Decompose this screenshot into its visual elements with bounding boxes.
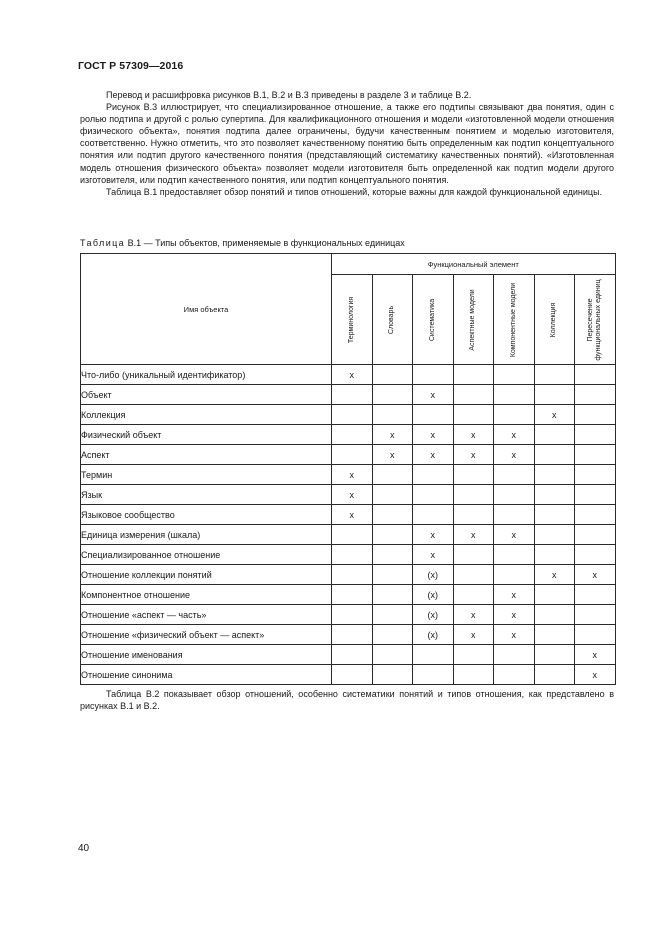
mark-cell [372, 645, 413, 665]
table-row [81, 585, 616, 605]
mark-cell [494, 405, 535, 425]
mark-cell [453, 465, 494, 485]
table-row [81, 525, 616, 545]
mark-cell [534, 585, 575, 605]
mark-cell [372, 405, 413, 425]
paragraph: Перевод и расшифровка рисунков В.1, В.2 и В.3 приведены в разделе 3 и таблице В.2. [106, 90, 472, 100]
mark-cell: x [413, 525, 454, 545]
column-header [575, 275, 616, 365]
mark-cell [575, 405, 616, 425]
mark-cell: (x) [413, 565, 454, 585]
mark-cell [332, 525, 373, 545]
mark-cell [453, 405, 494, 425]
object-name-header: Имя объекта [81, 254, 332, 365]
mark-cell [332, 385, 373, 405]
mark-cell [534, 385, 575, 405]
mark-cell [575, 585, 616, 605]
mark-cell: x [453, 525, 494, 545]
mark-cell [372, 605, 413, 625]
mark-cell [413, 465, 454, 485]
mark-cell: x [332, 365, 373, 385]
mark-cell [575, 625, 616, 645]
mark-cell [413, 405, 454, 425]
table-row [81, 365, 616, 385]
column-header-label: Компонентные модели [509, 282, 517, 357]
mark-cell: x [575, 565, 616, 585]
mark-cell [372, 545, 413, 565]
mark-cell [332, 445, 373, 465]
table-row [81, 505, 616, 525]
mark-cell: x [534, 565, 575, 585]
mark-cell [332, 425, 373, 445]
object-name-cell: Коллекция [81, 405, 332, 425]
mark-cell [494, 565, 535, 585]
mark-cell [372, 625, 413, 645]
object-name-cell: Физический объект [81, 425, 332, 445]
column-header [453, 275, 494, 365]
mark-cell [575, 465, 616, 485]
mark-cell: x [413, 425, 454, 445]
object-name-cell: Отношение синонима [81, 665, 332, 685]
mark-cell: x [372, 445, 413, 465]
object-name-cell: Что-либо (уникальный идентификатор) [81, 365, 332, 385]
object-name-cell: Термин [81, 465, 332, 485]
column-header-label: Пересечение функциональных единиц [586, 278, 602, 361]
mark-cell: x [372, 425, 413, 445]
mark-cell: x [413, 385, 454, 405]
mark-cell [453, 565, 494, 585]
mark-cell [413, 645, 454, 665]
column-header-label: Коллекция [550, 302, 558, 337]
mark-cell [372, 525, 413, 545]
mark-cell: x [494, 625, 535, 645]
mark-cell [534, 445, 575, 465]
table-row [81, 445, 616, 465]
mark-cell [372, 505, 413, 525]
object-name-cell: Специализированное отношение [81, 545, 332, 565]
mark-cell [534, 625, 575, 645]
mark-cell [453, 385, 494, 405]
mark-cell [332, 545, 373, 565]
object-name-cell: Аспект [81, 445, 332, 465]
mark-cell [413, 665, 454, 685]
mark-cell [372, 385, 413, 405]
paragraph: Таблица В.2 показывает обзор отношений, особенно систематики понятий и типов отношения, как представлено в рисунках В.1 и В.2. [80, 689, 614, 712]
mark-cell [575, 445, 616, 465]
mark-cell [332, 605, 373, 625]
mark-cell [534, 365, 575, 385]
mark-cell: x [453, 445, 494, 465]
mark-cell [453, 585, 494, 605]
mark-cell [332, 565, 373, 585]
document-header: ГОСТ Р 57309—2016 [78, 60, 184, 72]
table-row [81, 645, 616, 665]
mark-cell: x [534, 405, 575, 425]
mark-cell [534, 665, 575, 685]
column-header-label: Систематика [428, 298, 436, 341]
mark-cell [575, 545, 616, 565]
table-row [81, 385, 616, 405]
mark-cell: x [494, 425, 535, 445]
mark-cell [534, 465, 575, 485]
mark-cell [494, 465, 535, 485]
table-row [81, 485, 616, 505]
mark-cell [413, 365, 454, 385]
column-header [494, 275, 535, 365]
mark-cell [453, 645, 494, 665]
mark-cell: x [453, 625, 494, 645]
outro-text [80, 688, 614, 712]
mark-cell: x [332, 465, 373, 485]
mark-cell [372, 365, 413, 385]
intro-text [80, 89, 614, 198]
mark-cell [494, 645, 535, 665]
mark-cell [534, 505, 575, 525]
mark-cell: x [575, 665, 616, 685]
mark-cell: (x) [413, 585, 454, 605]
table-row [81, 625, 616, 645]
mark-cell [575, 365, 616, 385]
mark-cell [575, 505, 616, 525]
column-header-label: Аспектные модели [469, 288, 477, 351]
mark-cell [534, 605, 575, 625]
table-row [81, 665, 616, 685]
mark-cell [575, 385, 616, 405]
table-body [81, 365, 616, 685]
mark-cell [332, 665, 373, 685]
paragraph: Рисунок В.3 иллюстрирует, что специализированное отношение, а также его подтипы связывают два понятия, один с ролью подтипа и другой с ролью супертипа. Для квалификационного отношения и модели «изготовленной модели отношения физического объекта», понятия подтипа далее ограничены, будучи качественным понятием и моделью изготовителя, соответственно. Нужно отметить, что это позволяет качественному понятию быть определенным как подтип концептуального понятия или подтип другого качественного понятия (представляющий систематику качественных понятий). «Изготовленная модель отношения физического объекта» позволяет модели изготовителя быть определенной как подтип модели другого изготовителя, или подтип качественного понятия, или подтип концептуального понятия. [80, 102, 614, 185]
mark-cell [413, 505, 454, 525]
mark-cell [372, 485, 413, 505]
column-header [534, 275, 575, 365]
mark-cell [534, 525, 575, 545]
mark-cell [534, 425, 575, 445]
mark-cell [372, 665, 413, 685]
table-row [81, 605, 616, 625]
table-caption-label: Таблица [80, 238, 126, 248]
object-name-cell: Язык [81, 485, 332, 505]
mark-cell [494, 385, 535, 405]
column-header [372, 275, 413, 365]
mark-cell [494, 485, 535, 505]
mark-cell [453, 505, 494, 525]
table-row [81, 405, 616, 425]
object-name-cell: Отношение коллекции понятий [81, 565, 332, 585]
column-header-label: Словарь [388, 305, 396, 334]
mark-cell: x [494, 445, 535, 465]
table-row [81, 465, 616, 485]
column-header-label: Терминология [347, 296, 355, 343]
mark-cell [534, 545, 575, 565]
mark-cell [372, 465, 413, 485]
mark-cell: x [494, 525, 535, 545]
mark-cell [494, 545, 535, 565]
column-header [413, 275, 454, 365]
table-caption [80, 238, 405, 248]
mark-cell [534, 485, 575, 505]
mark-cell: x [413, 445, 454, 465]
mark-cell [453, 485, 494, 505]
mark-cell [575, 525, 616, 545]
functional-element-header: Функциональный элемент [332, 254, 616, 275]
object-name-cell: Отношение именования [81, 645, 332, 665]
mark-cell: (x) [413, 625, 454, 645]
mark-cell [494, 365, 535, 385]
table-row [81, 565, 616, 585]
mark-cell: (x) [413, 605, 454, 625]
mark-cell: x [575, 645, 616, 665]
object-name-cell: Отношение «физический объект — аспект» [81, 625, 332, 645]
mark-cell [413, 485, 454, 505]
mark-cell [575, 605, 616, 625]
mark-cell [372, 565, 413, 585]
object-name-cell: Объект [81, 385, 332, 405]
mark-cell [332, 645, 373, 665]
table-caption-text: В.1 — Типы объектов, применяемые в функциональных единицах [125, 238, 405, 248]
mark-cell [372, 585, 413, 605]
mark-cell: x [332, 485, 373, 505]
paragraph: Таблица В.1 предоставляет обзор понятий и типов отношений, которые важны для каждой функциональной единицы. [106, 186, 603, 197]
mark-cell: x [453, 605, 494, 625]
mark-cell: x [494, 585, 535, 605]
mark-cell [332, 585, 373, 605]
mark-cell [494, 665, 535, 685]
object-types-table [80, 253, 616, 685]
mark-cell: x [332, 505, 373, 525]
object-name-cell: Компонентное отношение [81, 585, 332, 605]
table-row [81, 425, 616, 445]
mark-cell [534, 645, 575, 665]
mark-cell [332, 625, 373, 645]
mark-cell [453, 365, 494, 385]
mark-cell [332, 405, 373, 425]
object-name-cell: Единица измерения (шкала) [81, 525, 332, 545]
object-name-cell: Отношение «аспект — часть» [81, 605, 332, 625]
mark-cell [494, 505, 535, 525]
object-name-cell: Языковое сообщество [81, 505, 332, 525]
table-row [81, 545, 616, 565]
mark-cell: x [494, 605, 535, 625]
mark-cell [453, 545, 494, 565]
mark-cell [453, 665, 494, 685]
column-header [332, 275, 373, 365]
mark-cell [575, 485, 616, 505]
mark-cell [575, 425, 616, 445]
page-number: 40 [78, 843, 90, 854]
mark-cell: x [453, 425, 494, 445]
mark-cell: x [413, 545, 454, 565]
